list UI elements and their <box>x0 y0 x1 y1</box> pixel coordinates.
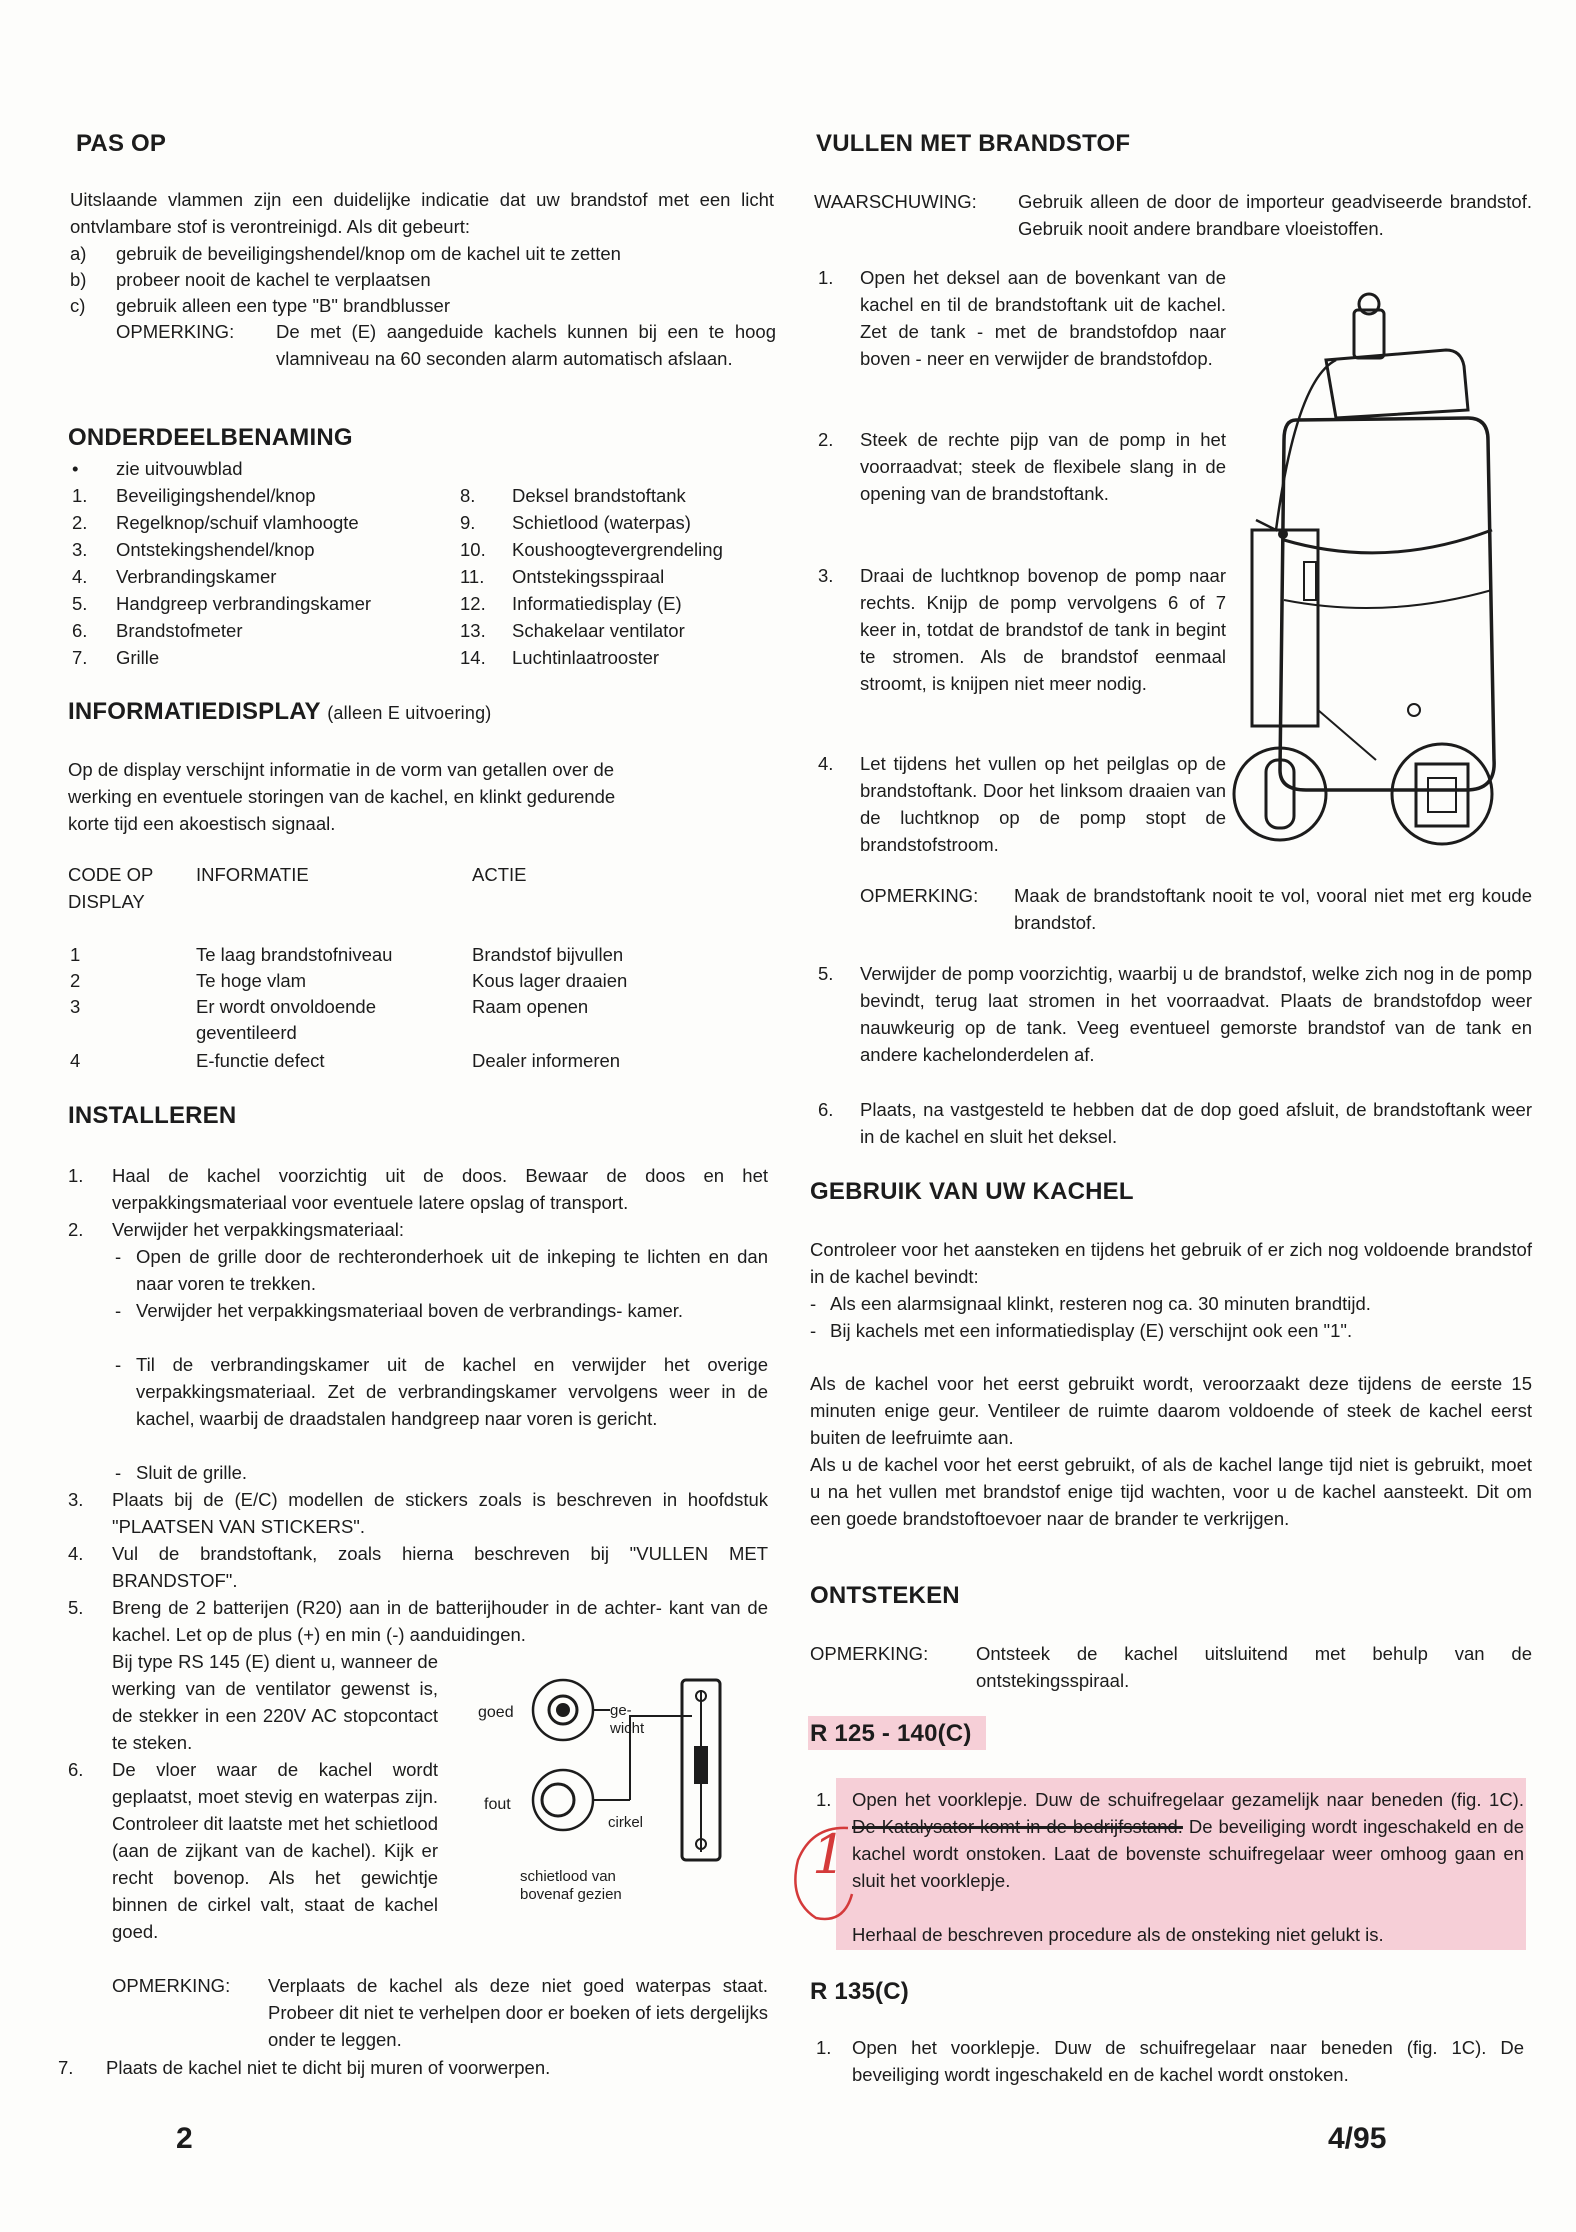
step-text-part: De beveiliging wordt ingeschakeld en de kachel wordt onstoken. Laat de bovenste schuifregelaar weer omhoog gaan en sluit het voorklepje. <box>852 1816 1524 1891</box>
step-text: Plaats de kachel niet te dicht bij muren of voorwerpen. <box>106 2057 551 2078</box>
leader-line <box>1318 710 1376 760</box>
figure-caption: schietlood van bovenaf gezien <box>520 1868 622 1903</box>
heading-text: INFORMATIEDISPLAY <box>68 698 321 725</box>
part-label: Verbrandingskamer <box>116 566 277 587</box>
display-intro-3: korte tijd een akoestisch signaal. <box>68 813 336 834</box>
step-text: Open het deksel aan de bovenkant van de kachel en til de brandstoftank uit de kachel. Zet de tank - met de brandstofdop naar boven - neer en verwijder de brandstofdop. <box>860 267 1226 369</box>
step-text: Haal de kachel voorzichtig uit de doos. Bewaar de doos en het verpakkingsmateriaal voor eventuele latere opslag of transport. <box>112 1165 768 1213</box>
dash: - <box>115 1300 122 1321</box>
step-number: 7. <box>58 2057 74 2078</box>
step-text-continued: Bij type RS 145 (E) dient u, wanneer de werking van de ventilator gewenst is, de stekker in een 220V AC stopcontact te steken. <box>112 1651 438 1753</box>
figure-label-circle: cirkel <box>608 1814 644 1831</box>
gauge-window <box>1428 778 1456 812</box>
heading-ontsteken: ONTSTEKEN <box>810 1582 960 1609</box>
part-number: 14. <box>460 647 486 668</box>
step-number: 2. <box>68 1219 84 1240</box>
part-number: 8. <box>460 485 476 506</box>
warning-text: Gebruik alleen de door de importeur geadviseerde brandstof. Gebruik nooit andere brandbare vloeistoffen. <box>1018 191 1532 239</box>
part-number: 6. <box>72 620 88 641</box>
small-knob <box>1408 704 1420 716</box>
page-code: 4/95 <box>1328 2122 1387 2155</box>
part-number: 3. <box>72 539 88 560</box>
table-cell-code: 4 <box>70 1050 81 1071</box>
note-text: Verplaats de kachel als deze niet goed waterpas staat. Probeer dit niet te verhelpen door er boeken of iets dergelijks onder te leggen. <box>268 1975 768 2050</box>
step-text: Let tijdens het vullen op het peilglas op de brandstoftank. Door het linksom draaien van de luchtknop op de pomp stopt de brandstofstroom. <box>860 753 1226 855</box>
part-number: 13. <box>460 620 486 641</box>
pump-valve <box>1304 562 1316 600</box>
step-number: 2. <box>818 429 834 450</box>
note-label: OPMERKING: <box>810 1643 929 1664</box>
page-number: 2 <box>176 2122 193 2155</box>
part-label: Beveiligingshendel/knop <box>116 485 316 506</box>
sub-item: Open de grille door de rechteronderhoek uit de inkeping te lichten en dan naar voren te trekken. <box>136 1246 768 1294</box>
gebruik-p1: Controleer voor het aansteken en tijdens het gebruik of er zich nog voldoende brandstof in de kachel bevindt: <box>810 1239 1532 1287</box>
part-label: Schietlood (waterpas) <box>512 512 691 533</box>
gebruik-p3: Als u de kachel voor het eerst gebruikt, of als de kachel lange tijd niet is gebruikt, moet u na het vullen met brandstof enige tijd wachten, voor u de kachel aansteekt. Dit om een goede brandstoftoevoer naar de brander te verkrijgen. <box>810 1454 1532 1529</box>
table-cell-action: Raam openen <box>472 996 589 1017</box>
list-marker: b) <box>70 269 87 290</box>
step-number: 5. <box>68 1597 84 1618</box>
fuel-gauge-icon <box>1416 764 1468 826</box>
heading-onderdelen: ONDERDEELBENAMING <box>68 424 353 451</box>
dash: - <box>115 1462 122 1483</box>
note-label: OPMERKING: <box>860 885 979 906</box>
table-cell-code: 2 <box>70 970 81 991</box>
step-number: 1. <box>816 2037 832 2058</box>
part-label: Ontstekingshendel/knop <box>116 539 315 560</box>
step-text: Verwijder het verpakkingsmateriaal: <box>112 1219 405 1240</box>
display-intro-2: werking en eventuele storingen van de kachel, en klinkt gedurende <box>68 786 616 807</box>
part-label: Deksel brandstoftank <box>512 485 686 506</box>
bullet-text: zie uitvouwblad <box>116 458 243 479</box>
list-item: probeer nooit de kachel te verplaatsen <box>116 269 431 290</box>
sub-item: Til de verbrandingskamer uit de kachel en verwijder het overige verpakkingsmateriaal. Zet de verbrandingskamer vervolgens weer in de kachel, waarbij de draadstalen handgreep naar voren is gericht. <box>136 1354 768 1429</box>
struck-text: De Katalysator komt in de bedrijfsstand. <box>852 1816 1183 1837</box>
list-item: gebruik de beveiligingshendel/knop om de kachel uit te zetten <box>116 243 621 264</box>
note-label: OPMERKING: <box>116 321 235 342</box>
step-number: 1. <box>68 1165 84 1186</box>
step-number: 1. <box>818 267 834 288</box>
heading-pas-op: PAS OP <box>76 130 167 157</box>
handwritten-number: 1 <box>812 1823 847 1886</box>
table-cell-info: Er wordt onvoldoende geventileerd <box>196 996 376 1043</box>
note-label: OPMERKING: <box>112 1975 231 1996</box>
plumb-weight <box>694 1746 708 1784</box>
part-number: 4. <box>72 566 88 587</box>
note-text: De met (E) aangeduide kachels kunnen bij een te hoog vlamniveau na 60 seconden alarm automatisch afslaan. <box>276 321 776 369</box>
pump-head <box>1354 310 1384 358</box>
step-text: Vul de brandstoftank, zoals hierna beschreven bij "VULLEN MET BRANDSTOF". <box>112 1543 768 1591</box>
sub-item: Verwijder het verpakkingsmateriaal boven de verbrandings- kamer. <box>136 1300 684 1321</box>
part-label: Brandstofmeter <box>116 620 243 641</box>
table-header-code: CODE OP <box>68 864 154 885</box>
table-cell-action: Kous lager draaien <box>472 970 628 991</box>
step-number: 4. <box>818 753 834 774</box>
detail-circle-right <box>1392 744 1492 844</box>
heading-informatiedisplay <box>68 698 492 726</box>
tank-seam <box>1284 530 1492 553</box>
fuel-tank-illustration <box>1236 290 1536 850</box>
gebruik-p2: Als de kachel voor het eerst gebruikt wordt, veroorzaakt deze tijdens de eerste 15 minuten enige geur. Ventileer de ruimte daarom voldoende of steek de kachel eerst buiten de leefruimte aan. <box>810 1373 1532 1448</box>
step-text: Breng de 2 batterijen (R20) aan in de batterijhouder in de achter- kant van de kachel. Let op de plus (+) en min (-) aanduidingen. <box>112 1597 768 1645</box>
hose <box>1256 360 1336 530</box>
dash: - <box>810 1293 817 1314</box>
pas-op-intro: Uitslaande vlammen zijn een duidelijke indicatie dat uw brandstof met een licht ontvlambare stof is verontreinigd. Als dit gebeurt: <box>70 189 774 237</box>
figure-label-weight: ge- wicht <box>610 1702 645 1737</box>
note-text: Ontsteek de kachel uitsluitend met behulp van de ontstekingsspiraal. <box>976 1643 1532 1691</box>
list-marker: a) <box>70 243 87 264</box>
table-cell-info: E-functie defect <box>196 1050 325 1071</box>
pump-body <box>1252 530 1318 726</box>
table-cell-info: Te hoge vlam <box>196 970 307 991</box>
part-number: 1. <box>72 485 88 506</box>
table-cell-info: Te laag brandstofniveau <box>196 944 393 965</box>
display-intro-1: Op de display verschijnt informatie in de vorm van getallen over de <box>68 759 615 780</box>
step-number: 3. <box>68 1489 84 1510</box>
step-text: De vloer waar de kachel wordt geplaatst, moet stevig en waterpas zijn. Controleer dit laatste met het schietlood (aan de zijkant van de kachel). Kijk er recht bovenop. Als het gewichtje binnen de cirkel valt, staat de kachel goed. <box>112 1759 438 1942</box>
good-weight <box>556 1703 570 1717</box>
step-number: 3. <box>818 565 834 586</box>
table-header-action: ACTIE <box>472 864 527 885</box>
list-item: gebruik alleen een type "B" brandblusser <box>116 295 451 316</box>
step-number: 1. <box>816 1789 832 1810</box>
warning-label: WAARSCHUWING: <box>814 191 977 212</box>
heading-note: (alleen E uitvoering) <box>327 703 492 723</box>
step-text: Draai de luchtknop bovenop de pomp naar rechts. Knijp de pomp vervolgens 6 of 7 keer in, totdat de brandstof de tank in begint te stromen. Als de brandstof eenmaal stroomt, is knijpen niet meer nodig. <box>860 565 1226 694</box>
table-cell-code: 3 <box>70 996 81 1017</box>
part-label: Koushoogtevergrendeling <box>512 539 723 560</box>
table-cell-action: Brandstof bijvullen <box>472 944 624 965</box>
part-label: Regelknop/schuif vlamhoogte <box>116 512 359 533</box>
step-text: Verwijder de pomp voorzichtig, waarbij u de brandstof, welke zich nog in de pomp bevindt, terug laat stromen in het voorraadvat. Plaats de brandstofdop weer nauwkeurig op de tank. Veeg eventueel gemorste brandstof van de tank en andere kachelonderdelen af. <box>860 963 1532 1065</box>
heading-vullen: VULLEN MET BRANDSTOF <box>816 130 1131 157</box>
part-label: Ontstekingsspiraal <box>512 566 665 587</box>
step-text <box>852 1786 1524 1894</box>
part-number: 2. <box>72 512 88 533</box>
sub-item: Sluit de grille. <box>136 1462 248 1483</box>
dash: - <box>115 1354 122 1375</box>
step-number: 5. <box>818 963 834 984</box>
tank-top <box>1326 350 1468 418</box>
table-header-code-2: DISPLAY <box>68 891 145 912</box>
step-text: Open het voorklepje. Duw de schuifregelaar naar beneden (fig. 1C). De beveiliging wordt ingeschakeld en de kachel wordt onstoken. <box>852 2037 1524 2085</box>
part-label: Grille <box>116 647 160 668</box>
table-cell-code: 1 <box>70 944 81 965</box>
part-number: 11. <box>460 566 485 587</box>
part-label: Handgreep verbrandingskamer <box>116 593 372 614</box>
figure-label-wrong: fout <box>484 1796 511 1813</box>
figure-label-good: goed <box>478 1704 514 1721</box>
part-number: 9. <box>460 512 476 533</box>
step-text: Herhaal de beschreven procedure als de onsteking niet gelukt is. <box>852 1924 1384 1945</box>
gebruik-bullet: Bij kachels met een informatiedisplay (E) verschijnt ook een "1". <box>830 1320 1353 1341</box>
gebruik-bullet: Als een alarmsignaal klinkt, resteren nog ca. 30 minuten brandtijd. <box>830 1293 1371 1314</box>
step-text: Steek de rechte pijp van de pomp in het voorraadvat; steek de flexibele slang in de opening van de brandstoftank. <box>860 429 1226 504</box>
wrong-circle-inner <box>542 1784 574 1816</box>
bullet: • <box>72 458 79 479</box>
part-number: 7. <box>72 647 88 668</box>
part-number: 5. <box>72 593 88 614</box>
pump-cap <box>1278 529 1288 539</box>
heading-gebruik: GEBRUIK VAN UW KACHEL <box>810 1178 1134 1205</box>
step-number: 6. <box>68 1759 84 1780</box>
step-text: Plaats bij de (E/C) modellen de stickers zoals is beschreven in hoofdstuk "PLAATSEN VAN STICKERS". <box>112 1489 768 1537</box>
part-label: Schakelaar ventilator <box>512 620 685 641</box>
step-text: Plaats, na vastgesteld te hebben dat de dop goed afsluit, de brandstoftank weer in de kachel en sluit het deksel. <box>860 1099 1532 1147</box>
model-heading-r125: R 125 - 140(C) <box>810 1720 972 1747</box>
model-heading-r135: R 135(C) <box>810 1978 909 2005</box>
step-text-part: Open het voorklepje. Duw de schuifregelaar gezamelijk naar beneden (fig. 1C). <box>852 1789 1524 1810</box>
step-number: 6. <box>818 1099 834 1120</box>
list-marker: c) <box>70 295 86 316</box>
part-label: Informatiedisplay (E) <box>512 593 682 614</box>
dash: - <box>115 1246 122 1267</box>
table-header-info: INFORMATIE <box>196 864 309 885</box>
part-number: 10. <box>460 539 486 560</box>
note-text: Maak de brandstoftank nooit te vol, vooral niet met erg koude brandstof. <box>1014 885 1532 933</box>
part-number: 12. <box>460 593 486 614</box>
heading-installeren: INSTALLEREN <box>68 1102 237 1129</box>
dash: - <box>810 1320 817 1341</box>
table-cell-action: Dealer informeren <box>472 1050 621 1071</box>
part-label: Luchtinlaatrooster <box>512 647 660 668</box>
step-number: 4. <box>68 1543 84 1564</box>
